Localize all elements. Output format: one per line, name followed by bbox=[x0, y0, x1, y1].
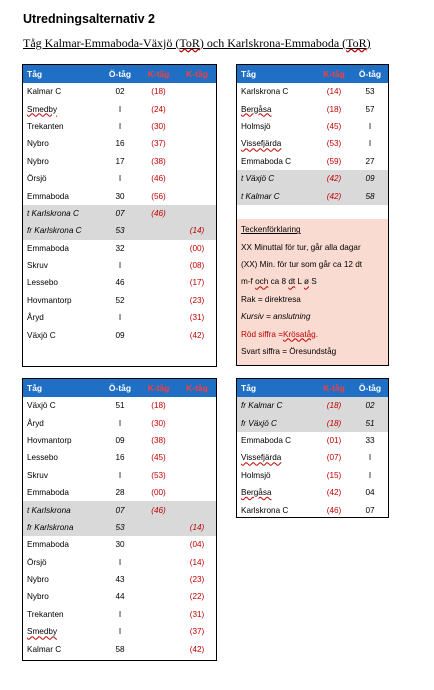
station-name: Emmaboda bbox=[27, 540, 69, 550]
station-name: t Karlskrona C bbox=[27, 208, 79, 218]
departure-time: 52 bbox=[115, 295, 125, 305]
station-name: Trekanten bbox=[27, 121, 64, 131]
departure-time: (31) bbox=[189, 313, 205, 323]
column-header: K-tåg bbox=[147, 69, 170, 79]
table-row bbox=[23, 326, 216, 343]
table-row bbox=[23, 554, 216, 571]
station-name: Hovmantorp bbox=[27, 435, 72, 445]
table-row bbox=[23, 414, 216, 431]
table-row bbox=[23, 640, 216, 657]
table-header bbox=[23, 379, 216, 397]
table-row bbox=[23, 588, 216, 605]
station-name: Smedby bbox=[27, 104, 58, 114]
departure-time: (14) bbox=[326, 87, 342, 97]
table-row bbox=[23, 432, 216, 449]
table-row bbox=[237, 449, 388, 466]
station-name: Växjö C bbox=[27, 401, 56, 411]
table-row bbox=[237, 414, 388, 431]
legend-line: (XX) Min. för tur som går ca 12 dt bbox=[241, 259, 363, 269]
station-name: Kalmar C bbox=[27, 87, 62, 97]
station-name: Nybro bbox=[27, 592, 49, 602]
table-header bbox=[237, 65, 388, 83]
departure-time: (07) bbox=[326, 453, 342, 463]
departure-time: I bbox=[118, 470, 122, 480]
table-header bbox=[23, 65, 216, 83]
departure-time: (42) bbox=[326, 191, 342, 201]
timetable-kalmar-vaxjo bbox=[22, 64, 217, 367]
departure-time: (01) bbox=[326, 435, 342, 445]
departure-time: (42) bbox=[189, 644, 205, 654]
departure-time: 07 bbox=[115, 505, 125, 515]
column-header: Tåg bbox=[241, 383, 257, 393]
station-name: Åryd bbox=[27, 418, 44, 428]
table-row bbox=[23, 274, 216, 291]
departure-time: 30 bbox=[115, 540, 125, 550]
column-header: Ö-tåg bbox=[108, 383, 132, 393]
departure-time: 02 bbox=[115, 87, 125, 97]
table-row bbox=[23, 519, 216, 536]
departure-time: (31) bbox=[189, 609, 205, 619]
column-header: Ö-tåg bbox=[358, 383, 382, 393]
departure-time: (30) bbox=[151, 121, 166, 131]
legend-line: Rak = direktresa bbox=[241, 294, 301, 304]
departure-time: 33 bbox=[365, 435, 375, 445]
legend-line: m-f och ca 8 dt L ø S bbox=[241, 277, 317, 287]
station-name: Växjö C bbox=[27, 330, 56, 340]
departure-time: 58 bbox=[365, 191, 375, 201]
table-row bbox=[23, 83, 216, 100]
departure-time: 44 bbox=[115, 592, 125, 602]
station-name: Holmsjö bbox=[241, 470, 271, 480]
station-name: t Kalmar C bbox=[241, 191, 280, 201]
column-header: Tåg bbox=[241, 69, 257, 79]
departure-time: 09 bbox=[365, 174, 375, 184]
table-row bbox=[237, 118, 388, 135]
departure-time: (46) bbox=[151, 208, 166, 218]
station-name: Emmaboda C bbox=[241, 435, 292, 445]
table-row bbox=[23, 257, 216, 274]
departure-time: 16 bbox=[115, 139, 125, 149]
legend-line: XX Minuttal för tur, går alla dagar bbox=[241, 242, 361, 252]
column-header: K-tåg bbox=[147, 383, 170, 393]
departure-time: (04) bbox=[189, 540, 205, 550]
column-header: K-tåg bbox=[186, 383, 208, 393]
column-header: Tåg bbox=[27, 69, 43, 79]
departure-time: 53 bbox=[115, 226, 125, 236]
departure-time: 53 bbox=[365, 87, 375, 97]
station-name: Nybro bbox=[27, 139, 49, 149]
departure-time: (42) bbox=[326, 488, 342, 498]
table-row bbox=[23, 187, 216, 204]
table-row bbox=[23, 501, 216, 518]
table-row bbox=[23, 536, 216, 553]
departure-time: (45) bbox=[326, 121, 342, 131]
departure-time: I bbox=[118, 418, 122, 428]
departure-time: I bbox=[118, 121, 122, 131]
table-row bbox=[237, 501, 388, 518]
table-row bbox=[23, 484, 216, 501]
departure-time: I bbox=[118, 313, 122, 323]
departure-time: I bbox=[368, 470, 372, 480]
legend-heading: Teckenförklaring bbox=[241, 225, 301, 235]
departure-time: 02 bbox=[365, 401, 375, 411]
departure-time: (59) bbox=[326, 156, 342, 166]
table-row bbox=[237, 135, 388, 152]
departure-time: (00) bbox=[189, 243, 205, 253]
departure-time: (42) bbox=[326, 174, 342, 184]
legend-line: Svart siffra = Öresundståg bbox=[241, 346, 337, 356]
departure-time: 04 bbox=[365, 488, 375, 498]
table-row bbox=[237, 467, 388, 484]
departure-time: (37) bbox=[151, 139, 166, 149]
departure-time: (24) bbox=[151, 104, 166, 114]
departure-time: (46) bbox=[151, 174, 166, 184]
station-name: Vissefjärda bbox=[241, 453, 282, 463]
departure-time: (14) bbox=[189, 226, 205, 236]
station-name: Emmaboda bbox=[27, 243, 69, 253]
station-name: Karlskrona C bbox=[241, 505, 289, 515]
table-row bbox=[23, 240, 216, 257]
departure-time: (38) bbox=[151, 435, 166, 445]
legend-line: Röd siffra = Krösatåg . bbox=[241, 329, 319, 339]
departure-time: 46 bbox=[115, 278, 125, 288]
column-header: Ö-tåg bbox=[358, 69, 382, 79]
departure-time: 58 bbox=[115, 644, 125, 654]
departure-time: I bbox=[118, 261, 122, 271]
station-name: Skruv bbox=[27, 261, 48, 271]
departure-time: (23) bbox=[189, 295, 205, 305]
timetable-vaxjo-kalmar bbox=[22, 378, 217, 661]
departure-time: 17 bbox=[115, 156, 125, 166]
station-name: Emmaboda C bbox=[241, 156, 292, 166]
departure-time: (30) bbox=[151, 418, 166, 428]
departure-time: (46) bbox=[151, 505, 166, 515]
table-row bbox=[237, 397, 388, 414]
column-header: K-tåg bbox=[323, 69, 345, 79]
station-name: Kalmar C bbox=[27, 644, 62, 654]
column-header: Ö-tåg bbox=[108, 69, 132, 79]
table-row bbox=[237, 484, 388, 501]
departure-time: 16 bbox=[115, 453, 125, 463]
station-name: t Karlskrona bbox=[27, 505, 71, 515]
departure-time: (15) bbox=[326, 470, 342, 480]
table-row bbox=[23, 623, 216, 640]
station-name: fr Kalmar C bbox=[241, 401, 283, 411]
departure-time: 07 bbox=[365, 505, 375, 515]
column-header: K-tåg bbox=[323, 383, 345, 393]
departure-time: I bbox=[118, 104, 122, 114]
departure-time: (46) bbox=[326, 505, 342, 515]
table-row bbox=[23, 309, 216, 326]
departure-time: 51 bbox=[365, 418, 375, 428]
station-name: Bergåsa bbox=[241, 488, 272, 498]
station-name: Skruv bbox=[27, 470, 48, 480]
page-title: Utredningsalternativ 2 bbox=[23, 12, 155, 26]
departure-time: (42) bbox=[189, 330, 205, 340]
timetable-emmaboda-karlskrona bbox=[236, 378, 389, 518]
departure-time: I bbox=[118, 627, 122, 637]
column-header: K-tåg bbox=[186, 69, 208, 79]
table-row bbox=[237, 83, 388, 100]
table-header bbox=[237, 379, 388, 397]
departure-time: 09 bbox=[115, 435, 125, 445]
departure-time: 28 bbox=[115, 488, 125, 498]
departure-time: 53 bbox=[115, 522, 125, 532]
departure-time: (18) bbox=[151, 401, 166, 411]
station-name: Örsjö bbox=[27, 557, 47, 567]
departure-time: 57 bbox=[365, 104, 375, 114]
station-name: Nybro bbox=[27, 156, 49, 166]
legend bbox=[237, 219, 388, 365]
departure-time: (08) bbox=[189, 261, 205, 271]
departure-time: (22) bbox=[189, 592, 205, 602]
departure-time: (14) bbox=[189, 522, 205, 532]
table-row bbox=[23, 135, 216, 152]
station-name: Nybro bbox=[27, 575, 49, 585]
departure-time: (38) bbox=[151, 156, 166, 166]
legend-line: Kursiv = anslutning bbox=[241, 312, 311, 322]
station-name: fr Karlskrona bbox=[27, 522, 74, 532]
table-row bbox=[23, 100, 216, 117]
station-name: fr Växjö C bbox=[241, 418, 277, 428]
table-row bbox=[23, 292, 216, 309]
table-row bbox=[23, 397, 216, 414]
table-row bbox=[23, 606, 216, 623]
departure-time: (14) bbox=[189, 557, 205, 567]
departure-time: (45) bbox=[151, 453, 166, 463]
departure-time: 43 bbox=[115, 575, 125, 585]
departure-time: (53) bbox=[151, 470, 166, 480]
column-header: Tåg bbox=[27, 383, 43, 393]
departure-time: 09 bbox=[115, 330, 125, 340]
departure-time: (18) bbox=[326, 104, 342, 114]
table-row bbox=[237, 100, 388, 117]
departure-time: I bbox=[118, 174, 122, 184]
table-row bbox=[237, 153, 388, 170]
departure-time: (56) bbox=[151, 191, 166, 201]
station-name: Lessebo bbox=[27, 453, 58, 463]
station-name: Lessebo bbox=[27, 278, 58, 288]
departure-time: (37) bbox=[189, 627, 205, 637]
departure-time: I bbox=[368, 139, 372, 149]
station-name: t Växjö C bbox=[241, 174, 275, 184]
station-name: Åryd bbox=[27, 313, 44, 323]
table-row bbox=[23, 205, 216, 222]
departure-time: (00) bbox=[151, 488, 166, 498]
station-name: Holmsjö bbox=[241, 121, 271, 131]
departure-time: 32 bbox=[115, 243, 125, 253]
table-row bbox=[23, 467, 216, 484]
table-row bbox=[23, 449, 216, 466]
station-name: Vissefjärda bbox=[241, 139, 282, 149]
table-row bbox=[237, 187, 388, 204]
station-name: Trekanten bbox=[27, 609, 64, 619]
station-name: Smedby bbox=[27, 627, 58, 637]
table-row bbox=[237, 432, 388, 449]
table-row bbox=[23, 222, 216, 239]
departure-time: I bbox=[368, 453, 372, 463]
departure-time: 27 bbox=[365, 156, 375, 166]
station-name: Emmaboda bbox=[27, 191, 69, 201]
departure-time: 07 bbox=[115, 208, 125, 218]
station-name: Emmaboda bbox=[27, 488, 69, 498]
table-row bbox=[237, 170, 388, 187]
station-name: fr Karlskrona C bbox=[27, 226, 82, 236]
station-name: Örsjö bbox=[27, 174, 47, 184]
table-row bbox=[23, 153, 216, 170]
departure-time: (53) bbox=[326, 139, 342, 149]
departure-time: (17) bbox=[189, 278, 205, 288]
departure-time: (18) bbox=[326, 401, 342, 411]
departure-time: I bbox=[368, 121, 372, 131]
station-name: Karlskrona C bbox=[241, 87, 289, 97]
station-name: Bergåsa bbox=[241, 104, 272, 114]
departure-time: 30 bbox=[115, 191, 125, 201]
departure-time: (18) bbox=[326, 418, 342, 428]
station-name: Hovmantorp bbox=[27, 295, 72, 305]
page-subtitle: Tåg Kalmar-Emmaboda-Växjö (ToR) och Karlskrona-Emmaboda (ToR) bbox=[23, 36, 371, 50]
table-row bbox=[23, 170, 216, 187]
departure-time: I bbox=[118, 557, 122, 567]
table-row bbox=[23, 571, 216, 588]
departure-time: (23) bbox=[189, 575, 205, 585]
departure-time: 51 bbox=[115, 401, 125, 411]
table-row bbox=[23, 118, 216, 135]
departure-time: I bbox=[118, 609, 122, 619]
departure-time: (18) bbox=[151, 87, 166, 97]
